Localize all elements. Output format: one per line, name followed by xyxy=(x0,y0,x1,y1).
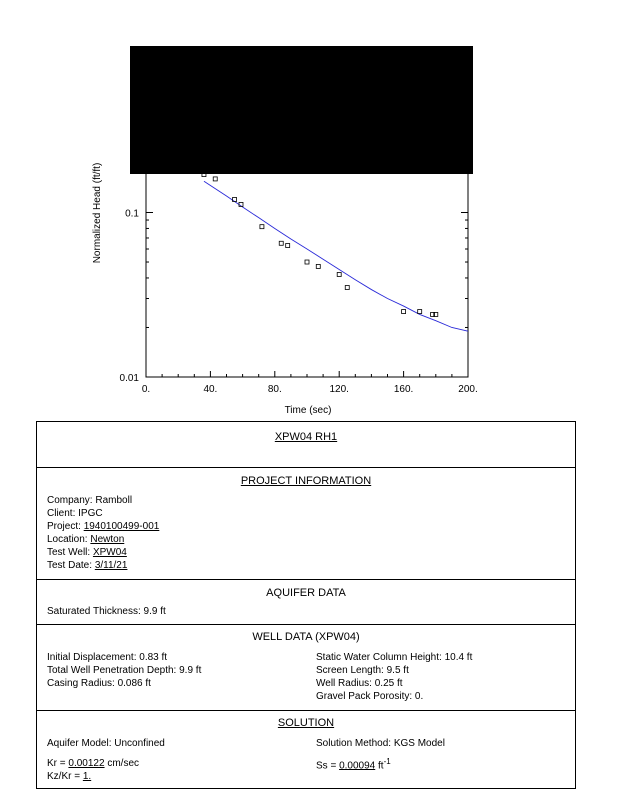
x-tick-label: 80. xyxy=(267,384,282,395)
redaction-block xyxy=(130,46,473,174)
solution-header: SOLUTION xyxy=(277,717,335,729)
total-penetration: Total Well Penetration Depth: 9.9 ft xyxy=(47,665,202,676)
x-tick-label: 200. xyxy=(458,384,478,395)
ss-unit: ft xyxy=(375,760,384,772)
data-point xyxy=(279,241,283,245)
kz-kr xyxy=(47,770,91,783)
project xyxy=(47,520,159,533)
kr xyxy=(47,757,139,770)
report-panel xyxy=(36,421,576,789)
well-radius: Well Radius: 0.25 ft xyxy=(316,678,403,689)
well-data-section xyxy=(37,624,575,710)
location-value: Newton xyxy=(90,534,125,545)
model-fit-line xyxy=(204,181,468,331)
y-axis-label: Normalized Head (ft/ft) xyxy=(92,162,103,264)
data-point xyxy=(213,177,217,181)
report-title-section xyxy=(37,422,575,467)
test-date-value: 3/11/21 xyxy=(94,560,128,571)
data-point xyxy=(418,310,422,314)
kzkr-label: Kz/Kr = xyxy=(47,771,83,782)
ss-value: 0.00094 xyxy=(339,760,376,772)
x-axis-label: Time (sec) xyxy=(284,405,332,416)
data-point xyxy=(305,260,309,264)
ss-label: Ss = xyxy=(316,760,340,772)
initial-displacement: Initial Displacement: 0.83 ft xyxy=(47,652,168,663)
aquifer-section xyxy=(37,579,575,624)
x-tick-label: 160. xyxy=(393,384,414,395)
static-water: Static Water Column Height: 10.4 ft xyxy=(316,652,473,663)
test-well xyxy=(47,546,127,559)
saturated-thickness: Saturated Thickness: 9.9 ft xyxy=(47,606,166,617)
project-section xyxy=(37,467,575,579)
well-header: WELL DATA (XPW04) xyxy=(252,631,360,643)
gravel-porosity: Gravel Pack Porosity: 0. xyxy=(316,691,424,702)
kr-value: 0.00122 xyxy=(68,758,105,769)
ss xyxy=(316,755,391,772)
x-tick-label: 0. xyxy=(141,384,151,395)
project-value: 1940100499-001 xyxy=(83,521,160,532)
report-title: XPW04 RH1 xyxy=(274,431,338,443)
data-point xyxy=(337,272,341,276)
aquifer-model: Aquifer Model: Unconfined xyxy=(47,738,165,749)
aquifer-header: AQUIFER DATA xyxy=(266,587,346,599)
y-tick-label: 0.01 xyxy=(119,373,139,384)
screen-length: Screen Length: 9.5 ft xyxy=(316,665,409,676)
kr-unit: cm/sec xyxy=(104,758,140,769)
company: Company: Ramboll xyxy=(47,495,133,506)
x-tick-label: 40. xyxy=(203,384,218,395)
data-point xyxy=(345,286,349,290)
ss-exponent: -1 xyxy=(383,757,391,766)
project-label: Project: xyxy=(47,521,84,532)
test-well-value: XPW04 xyxy=(92,547,127,558)
data-point xyxy=(402,310,406,314)
kzkr-value: 1. xyxy=(82,771,92,782)
test-date xyxy=(47,559,127,572)
location-label: Location: xyxy=(47,534,91,545)
data-point xyxy=(260,225,264,229)
location xyxy=(47,533,124,546)
x-tick-label: 120. xyxy=(329,384,349,395)
data-point xyxy=(316,264,320,268)
client: Client: IPGC xyxy=(47,508,103,519)
casing-radius: Casing Radius: 0.086 ft xyxy=(47,678,151,689)
test-well-label: Test Well: xyxy=(47,547,93,558)
data-point xyxy=(286,244,290,248)
project-header: PROJECT INFORMATION xyxy=(240,475,372,487)
solution-section xyxy=(37,710,575,790)
y-tick-label: 0.1 xyxy=(125,208,139,220)
test-date-label: Test Date: xyxy=(47,560,95,571)
kr-label: Kr = xyxy=(47,758,69,769)
solution-method: Solution Method: KGS Model xyxy=(316,738,445,749)
